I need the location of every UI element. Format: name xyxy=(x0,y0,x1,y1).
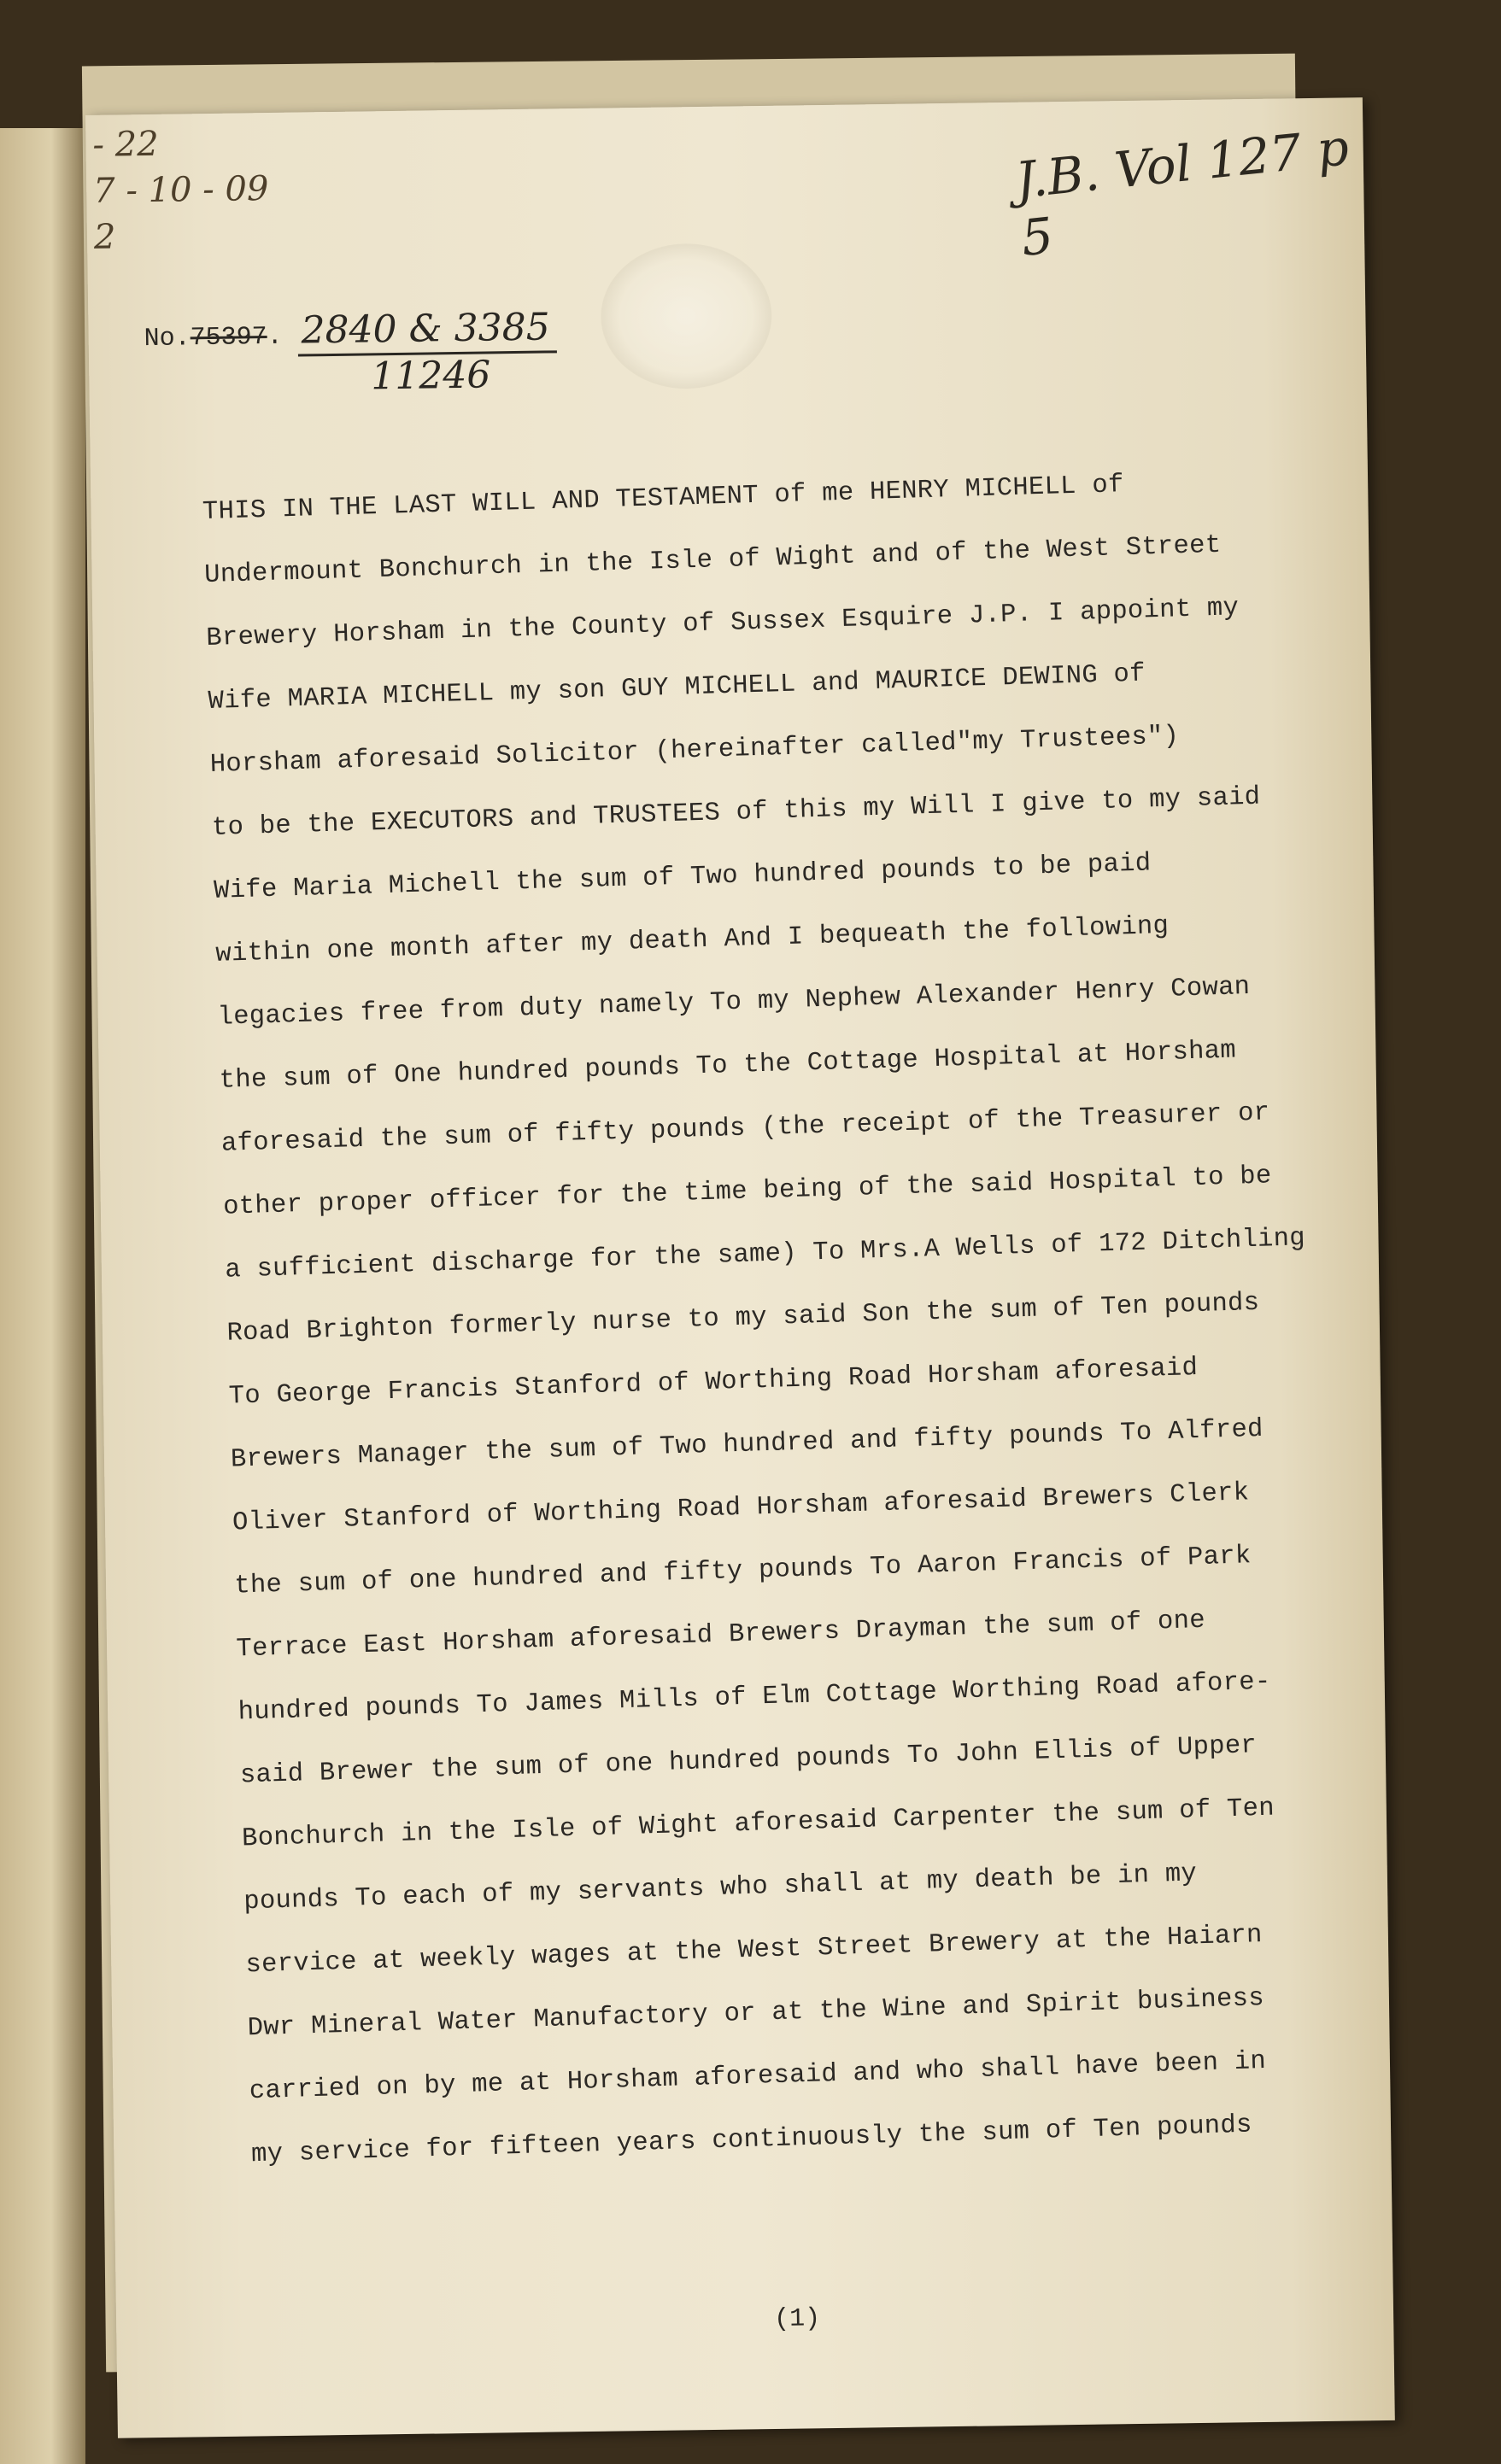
previous-page-edge xyxy=(0,128,85,2464)
text-line: legacies free from duty namely To my Nephew Alexander Henry Cowan xyxy=(217,973,1251,1033)
text-line: hundred pounds To James Mills of Elm Cottage Worthing Road afore- xyxy=(237,1667,1271,1728)
tab-label-line: 7 - 10 - 09 xyxy=(92,169,269,211)
text-line: carried on by me at Horsham aforesaid and who shall have been in xyxy=(249,2046,1267,2107)
text-line: service at weekly wages at the West Street Brewery at the Haiarn xyxy=(245,1921,1264,1981)
handwritten-number: 2840 & 3385 xyxy=(297,305,557,356)
page-number: (1) xyxy=(773,2304,821,2334)
text-line: a sufficient discharge for the same) To Mrs.A Wells of 172 Ditchling xyxy=(224,1224,1306,1285)
text-line: Oliver Stanford of Worthing Road Horsham aforesaid Brewers Clerk xyxy=(232,1478,1250,1538)
archive-reference: J.B. Vol 127 p 5 xyxy=(1012,118,1351,268)
tab-label-line: 2 xyxy=(93,217,116,257)
text-line: within one month after my death And I bequeath the following xyxy=(214,911,1170,969)
will-body-text xyxy=(202,447,1397,2186)
text-line: aforesaid the sum of fifty pounds (the receipt of the Treasurer or xyxy=(220,1098,1270,1159)
text-line: other proper officer for the time being of the said Hospital to be xyxy=(222,1162,1272,1222)
tab-label xyxy=(85,111,369,257)
number-separator: . xyxy=(267,322,283,353)
document-number xyxy=(144,305,557,354)
text-line: Undermount Bonchurch in the Isle of Wight and of the West Street xyxy=(203,530,1222,591)
text-line: Wife MARIA MICHELL my son GUY MICHELL and MAURICE DEWING of xyxy=(208,659,1146,717)
text-line: Brewers Manager the sum of Two hundred and fifty pounds To Alfred xyxy=(230,1414,1264,1475)
text-line: pounds To each of my servants who shall at my death be in my xyxy=(243,1859,1198,1917)
text-line: said Brewer the sum of one hundred pounds To John Ellis of Upper xyxy=(239,1731,1258,1791)
text-line: To George Francis Stanford of Worthing Road Horsham aforesaid xyxy=(228,1354,1199,1412)
handwritten-number-second: 11246 xyxy=(370,353,491,399)
embossed-seal xyxy=(600,243,772,390)
text-line: Brewery Horsham in the County of Sussex Esquire J.P. I appoint my xyxy=(205,594,1240,654)
text-line: the sum of One hundred pounds To the Cottage Hospital at Horsham xyxy=(219,1036,1237,1096)
document-page xyxy=(85,97,1395,2438)
struck-number: 75397 xyxy=(190,323,267,354)
text-line: Terrace East Horsham aforesaid Brewers Drayman the sum of one xyxy=(236,1606,1206,1665)
text-line: THIS IN THE LAST WILL AND TESTAMENT of me HENRY MICHELL of xyxy=(202,471,1125,528)
text-line: Wife Maria Michell the sum of Two hundred pounds to be paid xyxy=(213,849,1152,906)
text-line: Road Brighton formerly nurse to my said Son the sum of Ten pounds xyxy=(226,1288,1260,1349)
text-line: Dwr Mineral Water Manufactory or at the Wine and Spirit business xyxy=(247,1984,1265,2044)
text-line: to be the EXECUTORS and TRUSTEES of this my Will I give to my said xyxy=(211,782,1261,843)
text-line: the sum of one hundred and fifty pounds To Aaron Francis of Park xyxy=(233,1542,1252,1601)
number-prefix: No. xyxy=(144,324,191,354)
text-line: my service for fifteen years continuously the sum of Ten pounds xyxy=(250,2110,1253,2170)
text-line: Horsham aforesaid Solicitor (hereinafter called"my Trustees") xyxy=(209,722,1180,780)
tab-label-line: - 22 xyxy=(92,124,159,165)
text-line: Bonchurch in the Isle of Wight aforesaid Carpenter the sum of Ten xyxy=(241,1794,1275,1854)
